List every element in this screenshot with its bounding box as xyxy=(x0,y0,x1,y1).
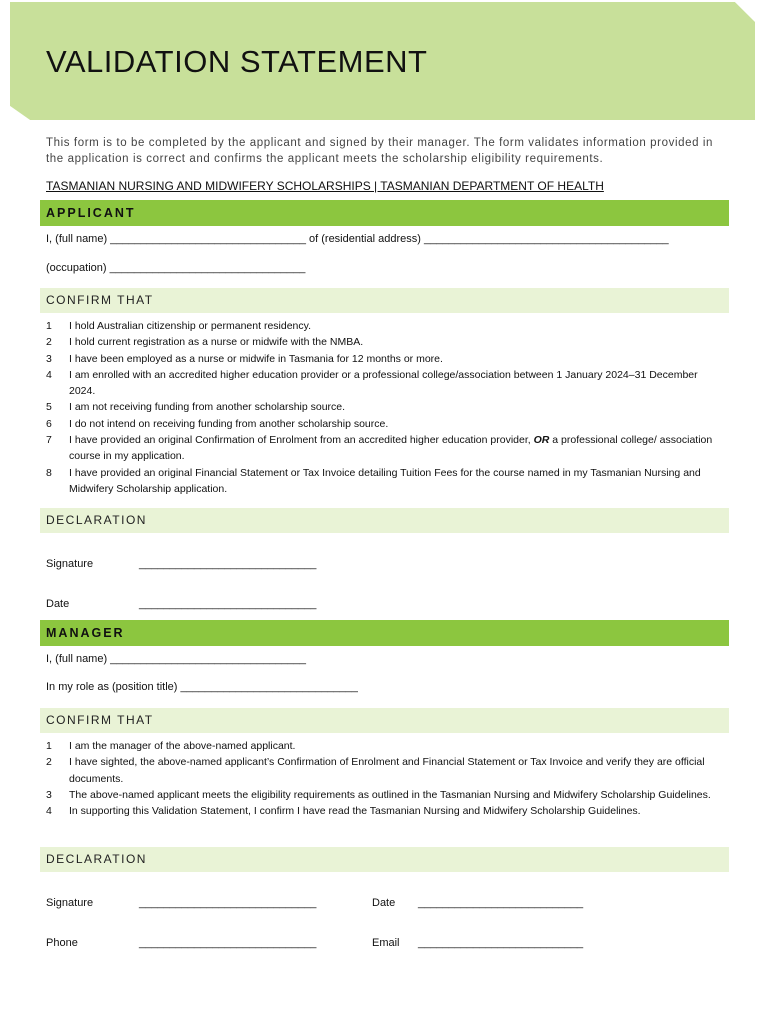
manager-heading: MANAGER xyxy=(40,620,729,646)
list-item: 1 I am the manager of the above-named applicant. xyxy=(46,740,296,752)
manager-name-field[interactable]: I, (full name) ________________________________ xyxy=(46,653,306,665)
applicant-confirm-list xyxy=(46,318,726,497)
manager-date-field[interactable]: ___________________________ xyxy=(418,897,584,909)
list-item: 6 I do not intend on receiving funding from another scholarship source. xyxy=(46,417,389,430)
manager-confirm-list xyxy=(46,738,726,819)
applicant-date-label: Date xyxy=(46,598,70,610)
manager-email-field[interactable]: ___________________________ xyxy=(418,937,584,949)
manager-date-label: Date xyxy=(372,897,396,909)
manager-phone-field[interactable]: _____________________________ xyxy=(139,937,317,949)
manager-role-field[interactable]: In my role as (position title) _____________________________ xyxy=(46,681,358,693)
applicant-signature-label: Signature xyxy=(46,558,94,570)
applicant-heading: APPLICANT xyxy=(40,200,729,226)
list-item: 7 I have provided an original Confirmation of Enrolment from an accredited higher education provider, OR a professional college/ association course in my application. xyxy=(46,434,713,463)
list-item: 3 I have been employed as a nurse or midwife in Tasmania for 12 months or more. xyxy=(46,352,443,365)
intro-text: This form is to be completed by the applicant and signed by their manager. The form validates information provided in the application is correct and confirms the applicant meets the scholarship eligibility requirements. xyxy=(46,137,714,165)
applicant-occupation-field[interactable]: (occupation) ________________________________ xyxy=(46,262,306,274)
manager-phone-label: Phone xyxy=(46,937,78,949)
manager-signature-label: Signature xyxy=(46,897,94,909)
list-item: 5 I am not receiving funding from another scholarship source. xyxy=(46,401,346,414)
applicant-signature-field[interactable]: _____________________________ xyxy=(139,558,317,570)
list-item: 4 In supporting this Validation Statement, I confirm I have read the Tasmanian Nursing and Midwifery Scholarship Guidelines. xyxy=(46,805,641,818)
page-title: VALIDATION STATEMENT xyxy=(46,44,428,79)
list-item: 2 I hold current registration as a nurse or midwife with the NMBA. xyxy=(46,336,364,349)
list-item: 8 I have provided an original Financial Statement or Tax Invoice detailing Tuition Fees for the course named in my Tasmanian Nursing and Midwifery Scholarship application. xyxy=(46,466,701,495)
manager-confirm-heading: CONFIRM THAT xyxy=(40,708,729,733)
applicant-name-address-field[interactable]: I, (full name) ________________________________ of (residential address) ________________________________________ xyxy=(46,233,669,245)
list-item: 2 I have sighted, the above-named applicant’s Confirmation of Enrolment and Financial Statement or Tax Invoice and verify they are official documents. xyxy=(46,756,705,785)
applicant-confirm-heading: CONFIRM THAT xyxy=(40,288,729,313)
manager-signature-field[interactable]: _____________________________ xyxy=(139,897,317,909)
manager-declaration-heading: DECLARATION xyxy=(40,847,729,872)
page-subtitle: TASMANIAN NURSING AND MIDWIFERY SCHOLARSHIPS | TASMANIAN DEPARTMENT OF HEALTH xyxy=(46,179,604,193)
list-item: 4 I am enrolled with an accredited higher education provider or a professional college/association between 1 January 2024–31 December 2024. xyxy=(46,368,698,398)
manager-email-label: Email xyxy=(372,937,400,949)
list-item: 3 The above-named applicant meets the eligibility requirements as outlined in the Tasmanian Nursing and Midwifery Scholarship Guidelines. xyxy=(46,788,711,801)
applicant-date-field[interactable]: _____________________________ xyxy=(139,598,317,610)
applicant-declaration-heading: DECLARATION xyxy=(40,508,729,533)
list-item: 1 I hold Australian citizenship or permanent residency. xyxy=(46,320,312,332)
